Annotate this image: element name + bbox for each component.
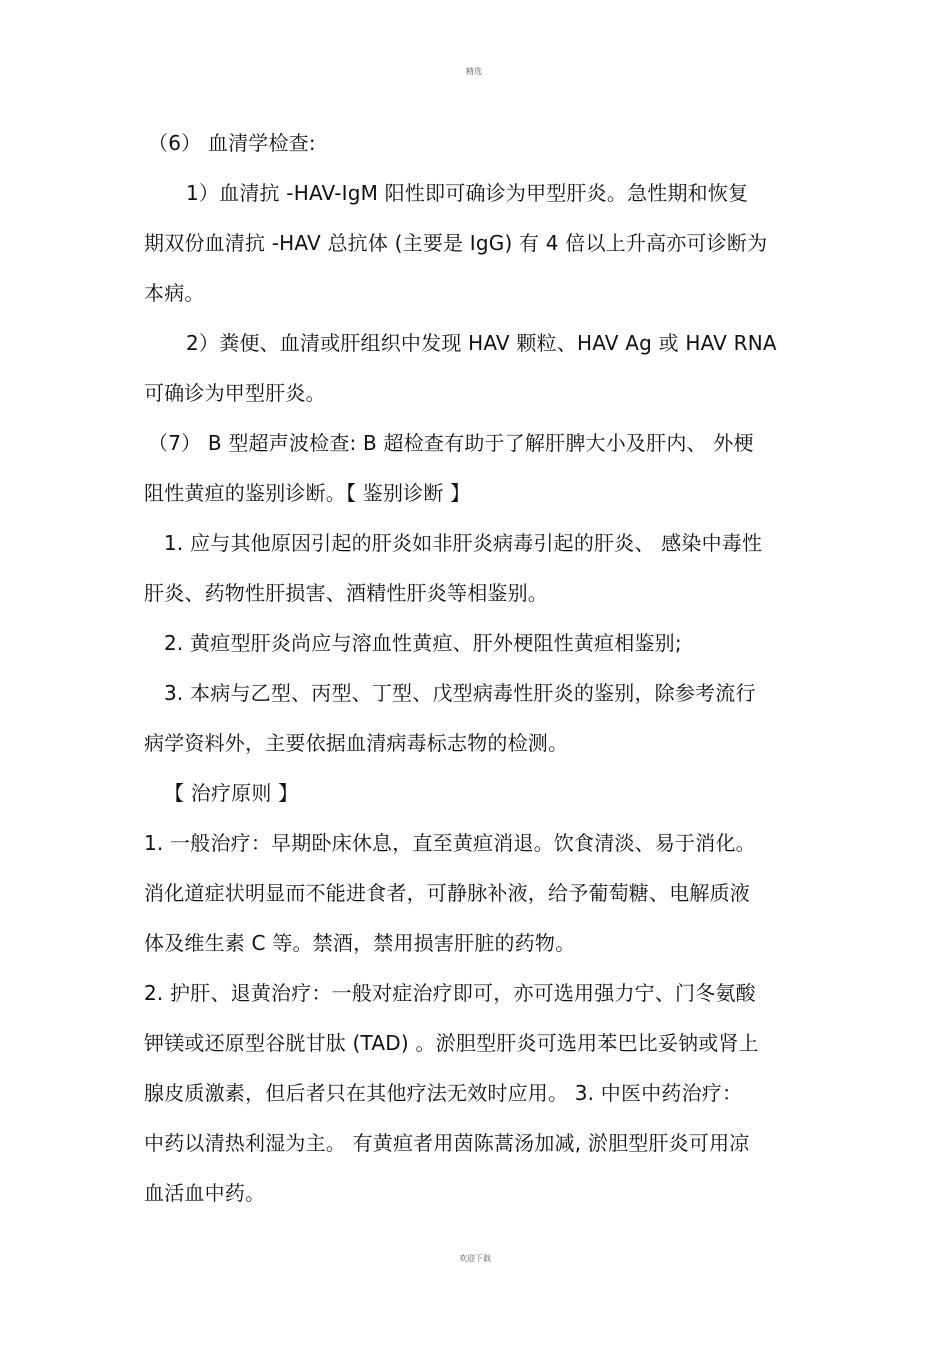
list-item: 3. 本病与乙型、丙型、丁型、戊型病毒性肝炎的鉴别，除参考流行 [164, 681, 756, 705]
paragraph-line: 可确诊为甲型肝炎。 [144, 381, 326, 405]
paragraph-line: 病学资料外，主要依据血清病毒标志物的检测。 [144, 731, 569, 755]
paragraph-line: 1）血清抗 -HAV-IgM 阳性即可确诊为甲型肝炎。急性期和恢复 [186, 181, 749, 205]
header-watermark: 精选 [466, 67, 482, 76]
paragraph-line: 肝炎、药物性肝损害、酒精性肝炎等相鉴别。 [144, 581, 548, 605]
paragraph-line: 期双份血清抗 -HAV 总抗体 (主要是 IgG) 有 4 倍以上升高亦可诊断为 [144, 231, 768, 255]
section-serology-heading: （6） 血清学检查: [148, 131, 316, 155]
section-ultrasound-heading: （7） B 型超声波检查: B 超检查有助于了解肝脾大小及肝内、 外梗 [148, 431, 754, 455]
paragraph-line: 体及维生素 C 等。禁酒，禁用损害肝脏的药物。 [144, 931, 576, 955]
section-treatment-heading: 【 治疗原则 】 [164, 781, 299, 805]
paragraph-line: 中药以清热利湿为主。 有黄疸者用茵陈蒿汤加减, 淤胆型肝炎可用凉 [144, 1131, 750, 1155]
paragraph-line: 消化道症状明显而不能进食者，可静脉补液，给予葡萄糖、电解质液 [144, 881, 750, 905]
paragraph-line: 阻性黄疸的鉴别诊断。【 鉴别诊断 】 [144, 481, 471, 505]
list-item: 1. 一般治疗：早期卧床休息，直至黄疸消退。饮食清淡、易于消化。 [144, 831, 756, 855]
list-item: 2. 护肝、退黄治疗：一般对症治疗即可，亦可选用强力宁、门冬氨酸 [144, 981, 756, 1005]
paragraph-line: 2）粪便、血清或肝组织中发现 HAV 颗粒、HAV Ag 或 HAV RNA [186, 331, 777, 355]
list-item: 2. 黄疸型肝炎尚应与溶血性黄疸、肝外梗阻性黄疸相鉴别; [164, 631, 682, 655]
paragraph-line: 本病。 [144, 281, 205, 305]
paragraph-line: 血活血中药。 [144, 1181, 266, 1205]
paragraph-line: 腺皮质激素，但后者只在其他疗法无效时应用。 3. 中医中药治疗： [144, 1081, 743, 1105]
paragraph-line: 钾镁或还原型谷胱甘肽 (TAD) 。淤胆型肝炎可选用苯巴比妥钠或肾上 [144, 1031, 759, 1055]
list-item: 1. 应与其他原因引起的肝炎如非肝炎病毒引起的肝炎、 感染中毒性 [164, 531, 763, 555]
footer-watermark: 欢迎下载 [459, 1254, 491, 1263]
